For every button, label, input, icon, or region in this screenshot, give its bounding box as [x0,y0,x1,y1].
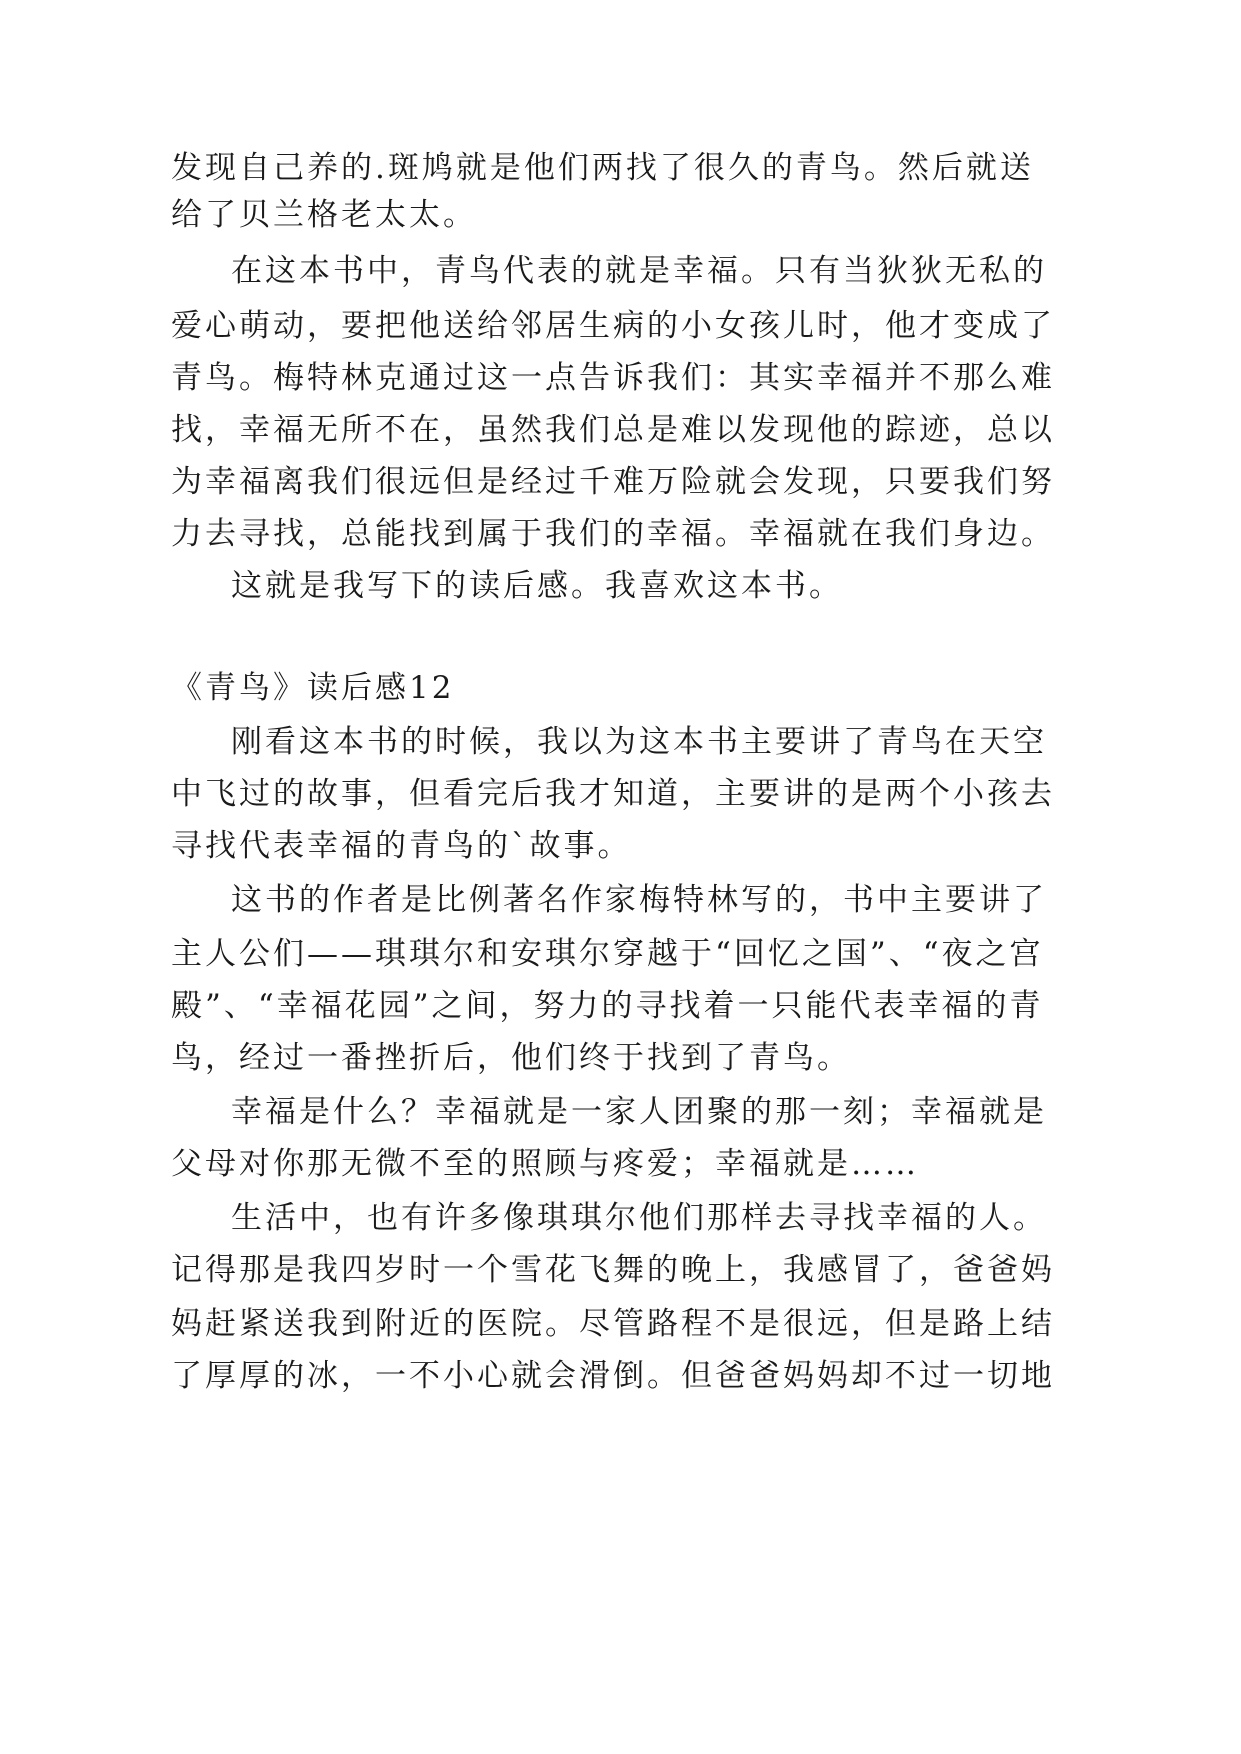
text-line: 鸟，经过一番挫折后，他们终于找到了青鸟。 [171,1040,851,1076]
text-line: 父母对你那无微不至的照顾与疼爱；幸福就是…… [171,1146,919,1182]
text-line: 生活中，也有许多像琪琪尔他们那样去寻找幸福的人。 [231,1200,1047,1236]
text-line: 发现自己养的.斑鸠就是他们两找了很久的青鸟。然后就送 [171,150,1034,186]
text-line: 力去寻找，总能找到属于我们的幸福。幸福就在我们身边。 [171,516,1055,552]
text-line: 刚看这本书的时候，我以为这本书主要讲了青鸟在天空 [231,724,1047,760]
text-line: 在这本书中，青鸟代表的就是幸福。只有当狄狄无私的 [231,253,1047,289]
text-line: 青鸟。梅特林克通过这一点告诉我们：其实幸福并不那么难 [171,360,1055,396]
text-line: 寻找代表幸福的青鸟的`故事。 [171,828,632,864]
text-line: 记得那是我四岁时一个雪花飞舞的晚上，我感冒了，爸爸妈 [171,1252,1055,1288]
text-line: 爱心萌动，要把他送给邻居生病的小女孩儿时，他才变成了 [171,308,1055,344]
text-line: 这就是我写下的读后感。我喜欢这本书。 [231,568,843,604]
text-line: 了厚厚的冰，一不小心就会滑倒。但爸爸妈妈却不过一切地 [171,1358,1055,1394]
text-line: 幸福是什么？幸福就是一家人团聚的那一刻；幸福就是 [231,1094,1047,1130]
text-line: 找，幸福无所不在，虽然我们总是难以发现他的踪迹，总以 [171,412,1055,448]
text-line: 殿”、“幸福花园”之间，努力的寻找着一只能代表幸福的青 [171,988,1044,1024]
text-line: 主人公们——琪琪尔和安琪尔穿越于“回忆之国”、“夜之宫 [171,936,1044,972]
text-line: 给了贝兰格老太太。 [171,197,477,233]
text-line: 中飞过的故事，但看完后我才知道，主要讲的是两个小孩去 [171,776,1055,812]
text-line: 妈赶紧送我到附近的医院。尽管路程不是很远，但是路上结 [171,1306,1055,1342]
text-line: 为幸福离我们很远但是经过千难万险就会发现，只要我们努 [171,464,1055,500]
section-heading: 《青鸟》读后感12 [171,670,455,706]
text-line: 这书的作者是比例著名作家梅特林写的，书中主要讲了 [231,882,1047,918]
